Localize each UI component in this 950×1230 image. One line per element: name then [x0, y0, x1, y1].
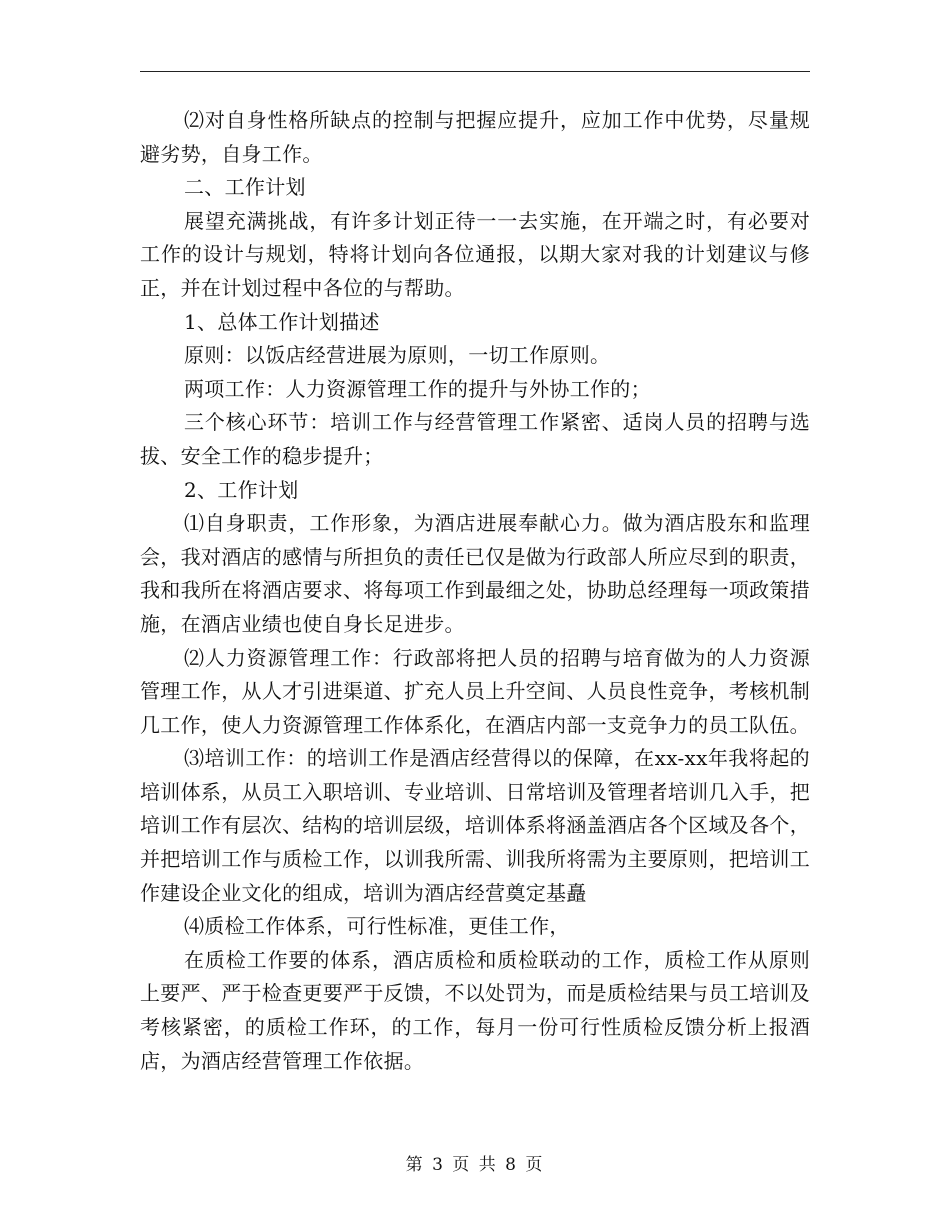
paragraph: 原则：以饭店经营进展为原则，一切工作原则。 [184, 343, 611, 368]
paragraph: ⑷质检工作体系，可行性标准，更佳工作， [184, 914, 570, 939]
page-number-footer: 第 3 页 共 8 页 [405, 1155, 545, 1175]
paragraph: 在质检工作要的体系，酒店质检和质检联动的工作，质检工作从原则上要严、严于检查更要严于反馈，不以处罚为，而是质检结果与员工培训及考核紧密，的质检工作环，的工作，每月一份可行性质检反馈分析上报酒店，为酒店经营管理工作依据。 [140, 947, 810, 1073]
paragraph: ⑵对自身性格所缺点的控制与把握应提升，应加工作中优势，尽量规避劣势，自身工作。 [140, 108, 810, 166]
paragraph: 展望充满挑战，有许多计划正待一一去实施，在开端之时，有必要对工作的设计与规划，特将计划向各位通报，以期大家对我的计划建议与修正，并在计划过程中各位的与帮助。 [140, 208, 810, 300]
subsection-heading: 1、总体工作计划描述 [184, 309, 380, 334]
body-text [140, 104, 810, 1078]
paragraph: ⑵人力资源管理工作：行政部将把人员的招聘与培育做为的人力资源管理工作，从人才引进渠道、扩充人员上升空间、人员良性竞争，考核机制几工作，使人力资源管理工作体系化，在酒店内部一支竞争力的员工队伍。 [140, 645, 810, 737]
header-rule [140, 71, 810, 72]
paragraph: 三个核心环节：培训工作与经营管理工作紧密、适岗人员的招聘与选拔、安全工作的稳步提升； [140, 410, 810, 468]
subsection-heading: 2、工作计划 [184, 477, 299, 502]
paragraph: ⑶培训工作：的培训工作是酒店经营得以的保障，在xx-xx年我将起的培训体系，从员工入职培训、专业培训、日常培训及管理者培训几入手，把培训工作有层次、结构的培训层级，培训体系将涵盖酒店各个区域及各个，并把培训工作与质检工作，以训我所需、训我所将需为主要原则，把培训工作建设企业文化的组成，培训为酒店经营奠定基矗 [140, 746, 810, 905]
section-heading: 二、工作计划 [184, 175, 306, 200]
paragraph: ⑴自身职责，工作形象，为酒店进展奉献心力。做为酒店股东和监理会，我对酒店的感情与所担负的责任已仅是做为行政部人所应尽到的职责，我和我所在将酒店要求、将每项工作到最细之处，协助总经理每一项政策措施，在酒店业绩也使自身长足进步。 [140, 511, 810, 636]
paragraph: 两项工作：人力资源管理工作的提升与外协工作的； [184, 376, 651, 401]
